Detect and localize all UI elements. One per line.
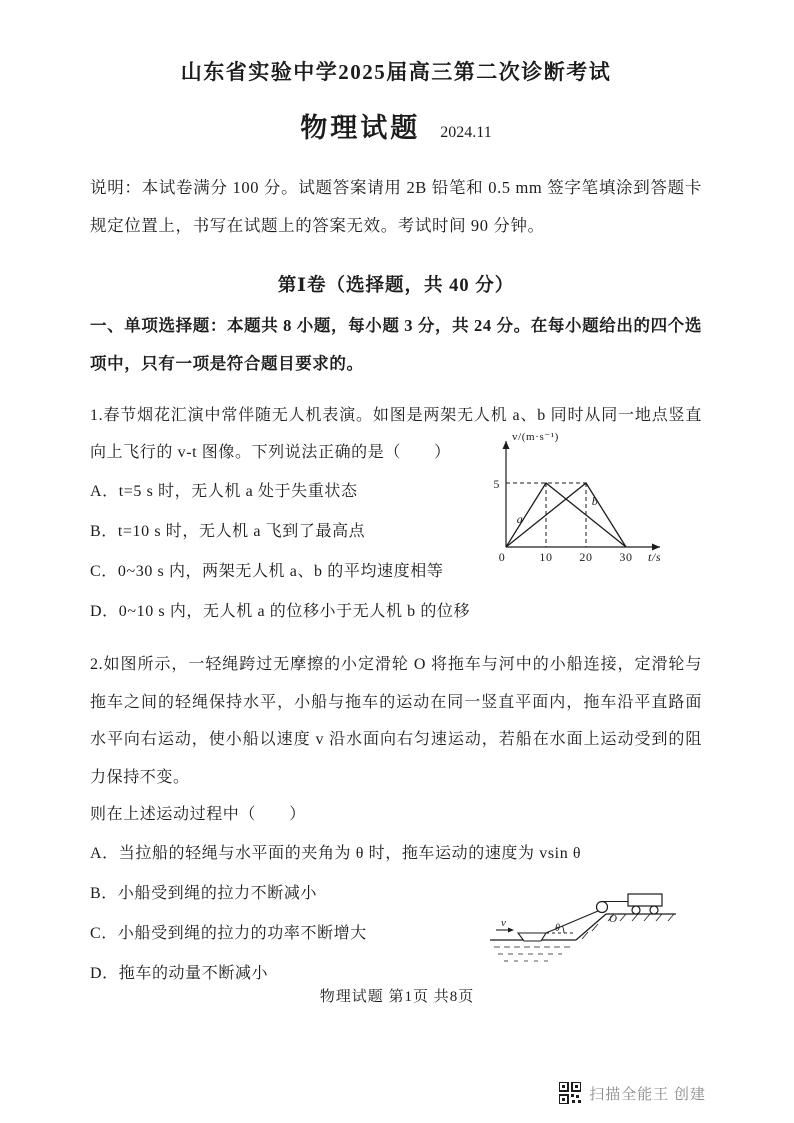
velocity-label: v bbox=[501, 916, 507, 929]
question-1-option-c: C．0~30 s 内，两架无人机 a、b 的平均速度相等 bbox=[90, 562, 444, 580]
x-tick-20: 20 bbox=[579, 549, 593, 564]
pulley-icon bbox=[597, 901, 608, 912]
question-2-stem-continued: 则在上述运动过程中（ ） bbox=[90, 806, 306, 824]
scanner-watermark bbox=[559, 1082, 706, 1104]
subject-row bbox=[90, 106, 702, 145]
subject-title: 物理试题 bbox=[300, 113, 421, 143]
question-2-option-b: B．小船受到绳的拉力不断减小 bbox=[90, 884, 318, 902]
angle-label: θ bbox=[555, 922, 561, 934]
watermark-text: 扫描全能王 创建 bbox=[589, 1086, 706, 1103]
y-axis-label: v/(m·s⁻¹) bbox=[512, 430, 559, 443]
page-footer: 物理试题 第1页 共8页 bbox=[319, 989, 475, 1005]
series-b-line bbox=[506, 483, 626, 547]
angle-arc bbox=[563, 926, 565, 933]
x-tick-0: 0 bbox=[498, 549, 506, 564]
question-1-figure-vt-graph bbox=[476, 427, 672, 582]
x-axis-label: t/s bbox=[648, 549, 662, 564]
question-2-option-c: C．小船受到绳的拉力的功率不断增大 bbox=[90, 924, 367, 942]
section1-header: 第Ⅰ卷（选择题，共 40 分） bbox=[277, 275, 515, 296]
question-1 bbox=[90, 397, 702, 632]
exam-date: 2024.11 bbox=[440, 124, 492, 141]
cart-body bbox=[628, 894, 662, 906]
question-2-option-a: A．当拉船的轻绳与水平面的夹角为 θ 时，拖车运动的速度为 vsin θ bbox=[90, 844, 582, 862]
cart-wheel-right bbox=[650, 906, 658, 914]
series-a-label: a bbox=[516, 511, 524, 526]
vt-graph bbox=[476, 427, 672, 577]
cart-wheel-left bbox=[632, 906, 640, 914]
series-b-label: b bbox=[591, 493, 599, 508]
question-2-option-d: D．拖车的动量不断减小 bbox=[90, 964, 269, 982]
question-1-option-b: B．t=10 s 时，无人机 a 飞到了最高点 bbox=[90, 522, 366, 540]
pulley-boat-diagram bbox=[488, 872, 680, 982]
question-1-stem: 1.春节烟花汇演中常伴随无人机表演。如图是两架无人机 a、b 同时从同一地点竖直向上飞行的 v-t 图像。下列说法正确的是（ ） bbox=[90, 406, 702, 462]
y-tick-5: 5 bbox=[493, 476, 500, 491]
question-1-option-d: D．0~10 s 内，无人机 a 的位移小于无人机 b 的位移 bbox=[90, 602, 471, 620]
rope-to-boat bbox=[546, 911, 598, 933]
series-a-line bbox=[506, 483, 626, 547]
section1-intro: 一、单项选择题：本题共 8 小题，每小题 3 分，共 24 分。在每小题给出的四个选项中，只有一项是符合题目要求的。 bbox=[90, 315, 702, 373]
x-tick-30: 30 bbox=[619, 549, 633, 564]
exam-instructions: 说明：本试卷满分 100 分。试题答案请用 2B 铅笔和 0.5 mm 签字笔填涂到答题卡规定位置上，书写在试题上的答案无效。考试时间 90 分钟。 bbox=[90, 178, 702, 235]
question-2 bbox=[90, 646, 702, 1076]
y-axis-arrow-icon bbox=[503, 441, 510, 449]
qr-code-icon bbox=[559, 1082, 581, 1104]
question-2-stem: 2.如图所示，一轻绳跨过无摩擦的小定滑轮 O 将拖车与河中的小船连接，定滑轮与拖车之间的轻绳保持水平，小船与拖车的运动在同一竖直平面内，拖车沿平直路面水平向右运动，使小船以速度 v 沿水面向右匀速运动，若船在水面上运动受到的阻力保持不变。 bbox=[90, 655, 702, 786]
velocity-arrowhead-icon bbox=[508, 927, 514, 932]
pulley-label: O bbox=[609, 912, 618, 925]
x-tick-10: 10 bbox=[539, 549, 553, 564]
exam-title: 山东省实验中学2025届高三第二次诊断考试 bbox=[180, 60, 612, 84]
question-1-option-a: A．t=5 s 时，无人机 a 处于失重状态 bbox=[90, 482, 358, 500]
ground-hatch bbox=[582, 914, 674, 939]
question-2-figure-pulley-boat bbox=[488, 872, 680, 987]
